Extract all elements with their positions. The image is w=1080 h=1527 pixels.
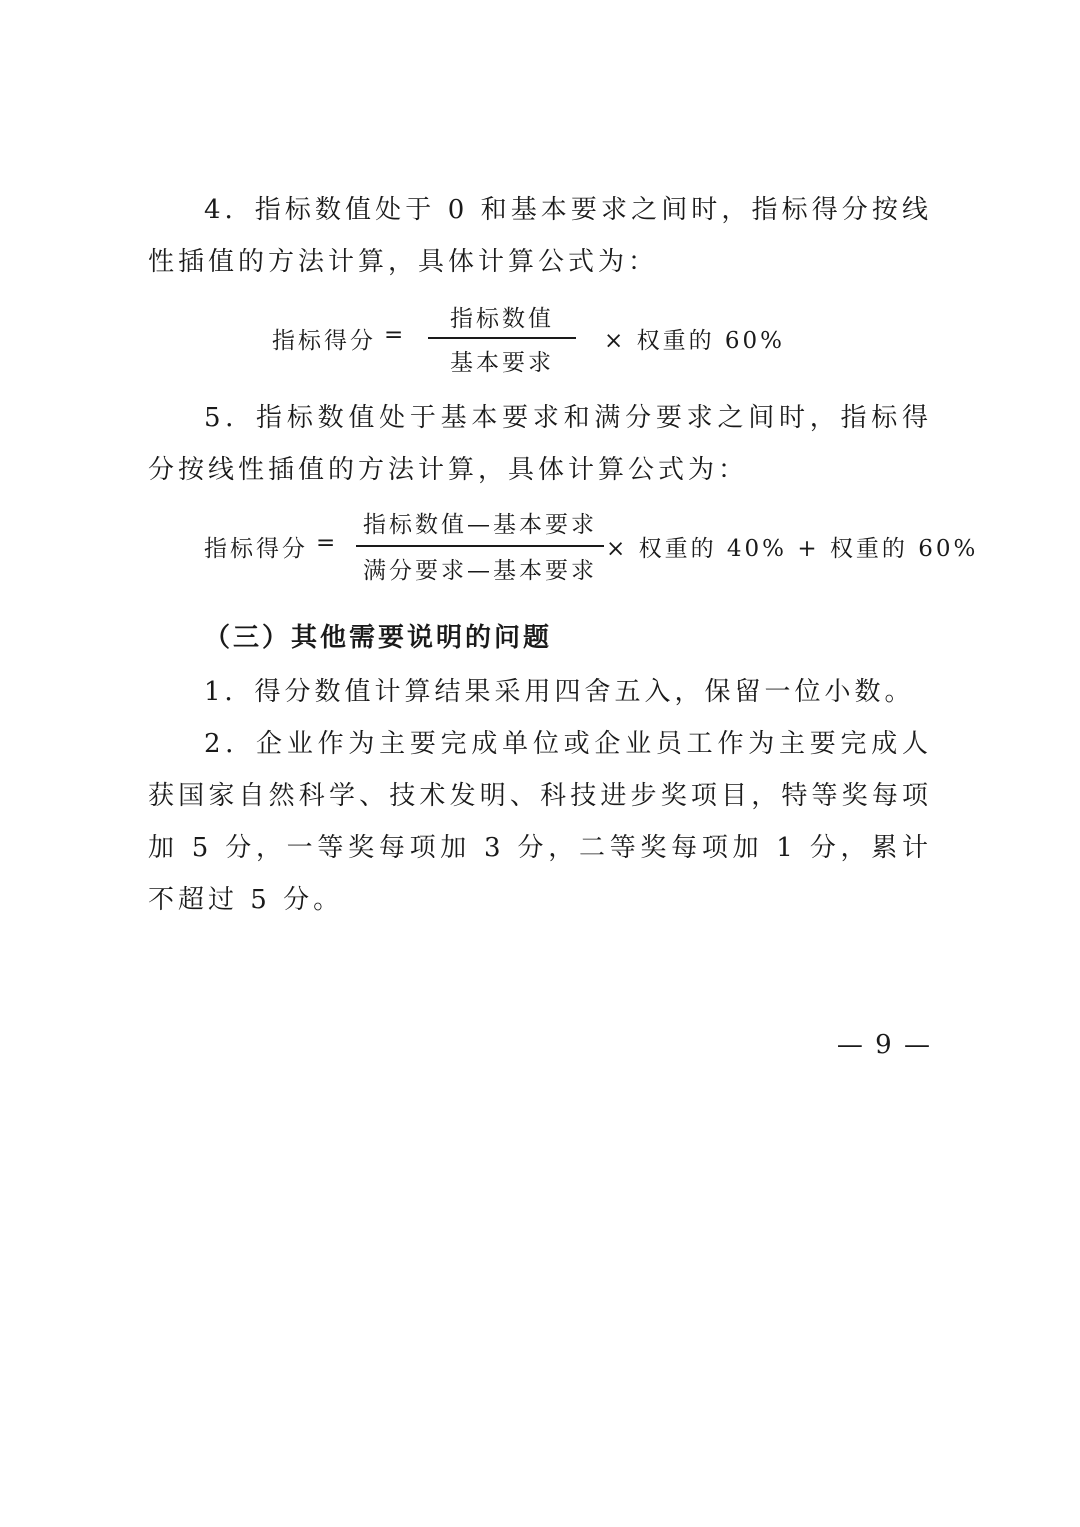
formula-2-numerator: 指标数值—基本要求 (363, 512, 597, 538)
formula-1-numerator: 指标数值 (450, 306, 554, 332)
formula-2-fraction-bar (356, 545, 604, 547)
paragraph-item-5: 5．指标数值处于基本要求和满分要求之间时，指标得分按线性插值的方法计算，具体计算公式为： (148, 403, 932, 485)
formula-1-rhs: × 权重的 60% (604, 328, 786, 354)
formula-2-lhs: 指标得分 (204, 536, 308, 562)
formula-2-denominator: 满分要求—基本要求 (363, 558, 597, 584)
formula-1-fraction-bar (428, 337, 576, 339)
paragraph-item-4: 4．指标数值处于 0 和基本要求之间时，指标得分按线性插值的方法计算，具体计算公式为： (148, 195, 932, 277)
formula-1-lhs: 指标得分 (272, 328, 376, 354)
formula-2-rhs: × 权重的 40% + 权重的 60% (606, 536, 979, 562)
formula-2 (0, 506, 1080, 586)
formula-2-equals: = (316, 530, 339, 556)
page-number: — 9 — (836, 1030, 932, 1060)
paragraph-rule-2: 2．企业作为主要完成单位或企业员工作为主要完成人获国家自然科学、技术发明、科技进步奖项目，特等奖每项加 5 分，一等奖每项加 3 分，二等奖每项加 1 分，累计不超过 5 分。 (148, 729, 932, 915)
section-heading: （三）其他需要说明的问题 (204, 623, 553, 653)
formula-1 (0, 300, 1080, 380)
formula-1-equals: = (384, 322, 407, 348)
formula-1-denominator: 基本要求 (450, 350, 554, 376)
paragraph-rule-1: 1．得分数值计算结果采用四舍五入，保留一位小数。 (204, 677, 915, 707)
